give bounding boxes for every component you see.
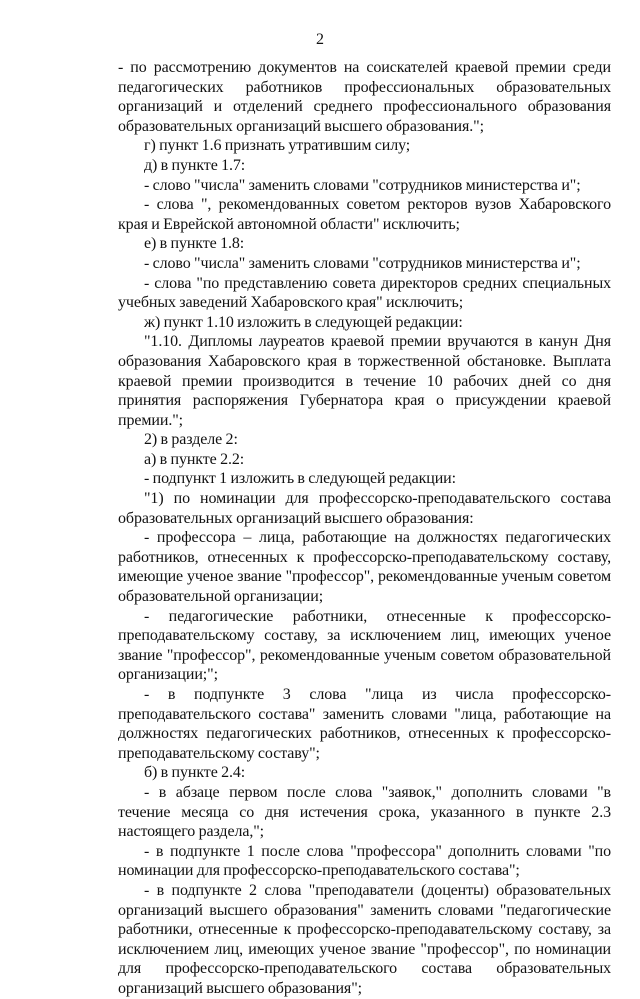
paragraph-11: 2) в разделе 2: (144, 431, 238, 449)
paragraph-9: ж) пункт 1.10 изложить в следующей редакции: (144, 313, 463, 331)
paragraph-4: - слово "числа" заменить словами "сотрудников министерства и"; (144, 176, 581, 194)
document-body (118, 58, 611, 999)
paragraph-18: б) в пункте 2.4: (144, 764, 246, 782)
paragraph-7: - слово "числа" заменить словами "сотрудников министерства и"; (144, 254, 581, 272)
paragraph-15: - профессора – лица, работающие на должностях педагогических работников, отнесенных к профессорско-преподавательскому составу, имеющие ученое звание "профессор", рекомендованные ученым советом образовательной организации; (118, 529, 611, 606)
paragraph-13: - подпункт 1 изложить в следующей редакции: (144, 470, 456, 488)
paragraph-21: - в подпункте 2 слова "преподаватели (доценты) образовательных организаций высшего образования" заменить словами "педагогические работники, отнесенные к профессорско-преподавательскому составу, за исключением лиц, имеющих ученое звание "профессор", по номинации для профессорско-преподавательского состава образовательных организаций высшего образования"; (118, 881, 611, 997)
paragraph-12: а) в пункте 2.2: (144, 450, 245, 468)
paragraph-3: д) в пункте 1.7: (144, 156, 246, 174)
paragraph-1: - по рассмотрению документов на соискателей краевой премии среди педагогических работников профессиональных образовательных организаций и отделений среднего профессионального образования образовательных организаций высшего образования."; (118, 59, 611, 135)
paragraph-19: - в абзаце первом после слова "заявок," дополнить словами "в течение месяца со дня истечения срока, указанного в пункте 2.3 настоящего раздела,"; (118, 783, 611, 841)
paragraph-20: - в подпункте 1 после слова "профессора" дополнить словами "по номинации для профессорско-преподавательского состава"; (118, 842, 611, 880)
page-number: 2 (316, 31, 324, 48)
paragraph-2: г) пункт 1.6 признать утратившим силу; (144, 137, 411, 155)
paragraph-10: "1.10. Дипломы лауреатов краевой премии вручаются в канун Дня образования Хабаровского края в торжественной обстановке. Выплата краевой премии производится в течение 10 рабочих дней со дня принятия распоряжения Губернатора края о присуждении краевой премии."; (118, 333, 611, 429)
paragraph-8: - слова "по представлению совета директоров средних специальных учебных заведений Хабаровского края" исключить; (118, 274, 611, 312)
paragraph-17: - в подпункте 3 слова "лица из числа профессорско-преподавательского состава" заменить словами "лица, работающие на должностях педагогических работников, отнесенных к профессорско-преподавательскому составу"; (118, 686, 611, 762)
paragraph-16: - педагогические работники, отнесенные к профессорско-преподавательскому составу, за исключением лиц, имеющих ученое звание "профессор", рекомендованные ученым советом образовательной организации;"; (118, 607, 611, 684)
paragraph-14: "1) по номинации для профессорско-преподавательского состава образовательных организаций высшего образования: (118, 490, 611, 527)
paragraph-6: е) в пункте 1.8: (144, 235, 245, 253)
paragraph-5: - слова ", рекомендованных советом ректоров вузов Хабаровского края и Еврейской автономной области" исключить; (118, 196, 611, 233)
